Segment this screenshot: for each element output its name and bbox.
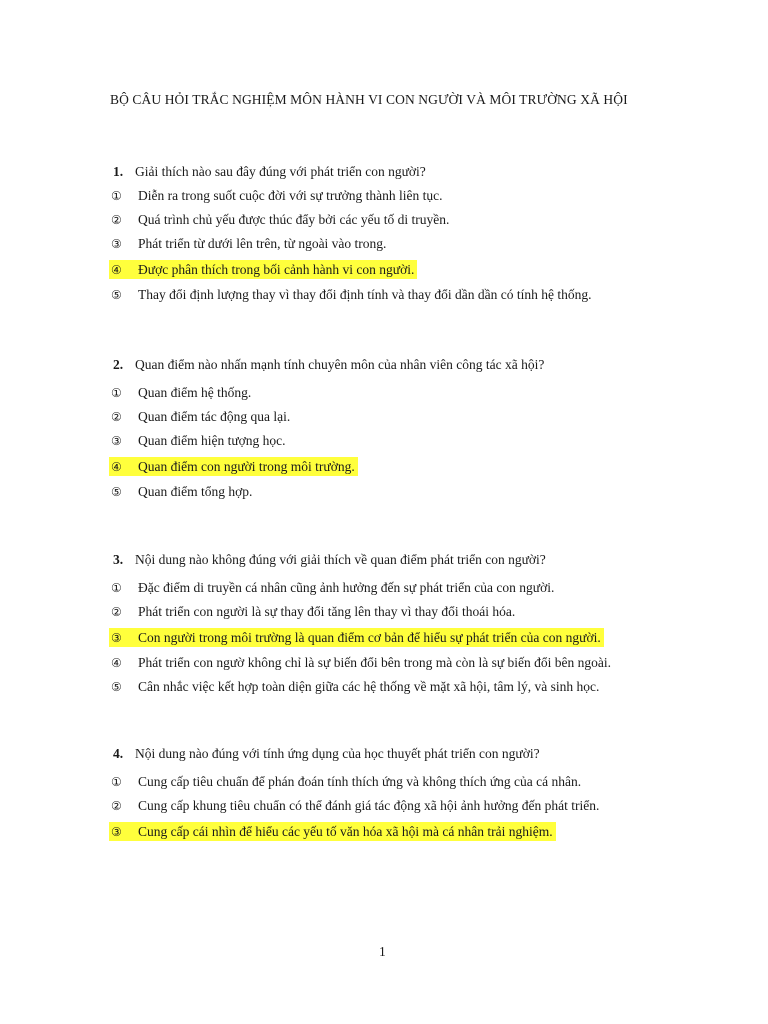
option-2 (111, 405, 358, 429)
option-marker: ⑤ (111, 680, 122, 694)
question-number: 4. (113, 746, 124, 761)
option-3-correct (111, 624, 611, 651)
option-2 (111, 208, 592, 232)
question-text: Nội dung nào đúng với tính ứng dụng của học thuyết phát triển con người? (135, 746, 540, 761)
option-1 (111, 576, 611, 600)
option-text: Quan điểm hiện tượng học. (138, 433, 286, 448)
option-marker: ② (111, 605, 122, 619)
question-number: 2. (113, 357, 124, 372)
option-3-correct (111, 818, 599, 845)
question-3 (113, 552, 546, 568)
question-1 (113, 164, 426, 180)
option-marker: ② (111, 213, 122, 227)
option-text: Quá trình chủ yếu được thúc đẩy bởi các yếu tố di truyền. (138, 212, 450, 227)
option-5 (111, 480, 358, 504)
question-3-options (111, 576, 611, 699)
option-marker: ① (111, 581, 122, 595)
option-text: Cung cấp cái nhìn để hiểu các yếu tố văn hóa xã hội mà cá nhân trải nghiệm. (138, 824, 553, 839)
option-1 (111, 184, 592, 208)
option-text: Cung cấp khung tiêu chuẩn có thể đánh giá tác động xã hội ảnh hưởng đến phát triển. (138, 798, 600, 813)
option-text: Thay đổi định lượng thay vì thay đổi định tính và thay đổi dần dần có tính hệ thống. (138, 287, 592, 302)
question-text: Giải thích nào sau đây đúng với phát triển con người? (135, 164, 426, 179)
option-marker: ③ (111, 434, 122, 448)
question-text: Nội dung nào không đúng với giải thích về quan điểm phát triển con người? (135, 552, 546, 567)
option-text: Con người trong môi trường là quan điểm cơ bản để hiểu sự phát triển của con người. (138, 630, 601, 645)
option-4 (111, 651, 611, 675)
option-text: Phát triển từ dưới lên trên, từ ngoài vào trong. (138, 236, 387, 251)
answer-highlight (109, 457, 358, 476)
question-text: Quan điểm nào nhấn mạnh tính chuyên môn của nhân viên công tác xã hội? (135, 357, 545, 372)
option-marker: ③ (111, 237, 122, 251)
option-text: Quan điểm tác động qua lại. (138, 409, 291, 424)
question-1-options (111, 184, 592, 307)
option-marker: ④ (111, 656, 122, 670)
option-text: Phát triển con người là sự thay đổi tăng lên thay vì thay đổi thoái hóa. (138, 604, 516, 619)
option-marker: ① (111, 386, 122, 400)
option-4-correct (111, 453, 358, 480)
option-1 (111, 770, 599, 794)
option-text: Quan điểm con người trong môi trường. (138, 459, 355, 474)
option-4-correct (111, 256, 592, 283)
option-marker: ⑤ (111, 485, 122, 499)
option-text: Được phân thích trong bối cảnh hành vi con người. (138, 262, 415, 277)
answer-highlight (109, 260, 417, 279)
option-2 (111, 794, 599, 818)
option-marker: ③ (111, 631, 122, 645)
question-2 (113, 357, 544, 373)
option-text: Phát triển con ngườ không chỉ là sự biến đổi bên trong mà còn là sự biến đổi bên ngoài. (138, 655, 612, 670)
option-3 (111, 232, 592, 256)
document-title: BỘ CÂU HỎI TRẮC NGHIỆM MÔN HÀNH VI CON NGƯỜI VÀ MÔI TRƯỜNG XÃ HỘI (110, 92, 628, 107)
option-2 (111, 600, 611, 624)
question-4 (113, 746, 540, 762)
question-4-options (111, 770, 599, 845)
option-text: Quan điểm tổng hợp. (138, 484, 253, 499)
option-marker: ③ (111, 825, 122, 839)
page-number: 1 (379, 944, 386, 959)
option-marker: ① (111, 189, 122, 203)
option-5 (111, 675, 611, 699)
option-marker: ⑤ (111, 288, 122, 302)
question-2-options (111, 381, 358, 504)
option-3 (111, 429, 358, 453)
option-marker: ② (111, 799, 122, 813)
option-marker: ④ (111, 263, 122, 277)
option-text: Diễn ra trong suốt cuộc đời với sự trưởng thành liên tục. (138, 188, 443, 203)
option-marker: ② (111, 410, 122, 424)
option-marker: ① (111, 775, 122, 789)
option-text: Cân nhắc việc kết hợp toàn diện giữa các hệ thống về mặt xã hội, tâm lý, và sinh học. (138, 679, 600, 694)
answer-highlight (109, 822, 556, 841)
option-text: Cung cấp tiêu chuẩn để phán đoán tính thích ứng và không thích ứng của cá nhân. (138, 774, 582, 789)
option-text: Đặc điểm di truyền cá nhân cũng ảnh hưởng đến sự phát triển của con người. (138, 580, 555, 595)
option-text: Quan điểm hệ thống. (138, 385, 252, 400)
option-1 (111, 381, 358, 405)
question-number: 1. (113, 164, 124, 179)
answer-highlight (109, 628, 604, 647)
option-marker: ④ (111, 460, 122, 474)
option-5 (111, 283, 592, 307)
question-number: 3. (113, 552, 124, 567)
